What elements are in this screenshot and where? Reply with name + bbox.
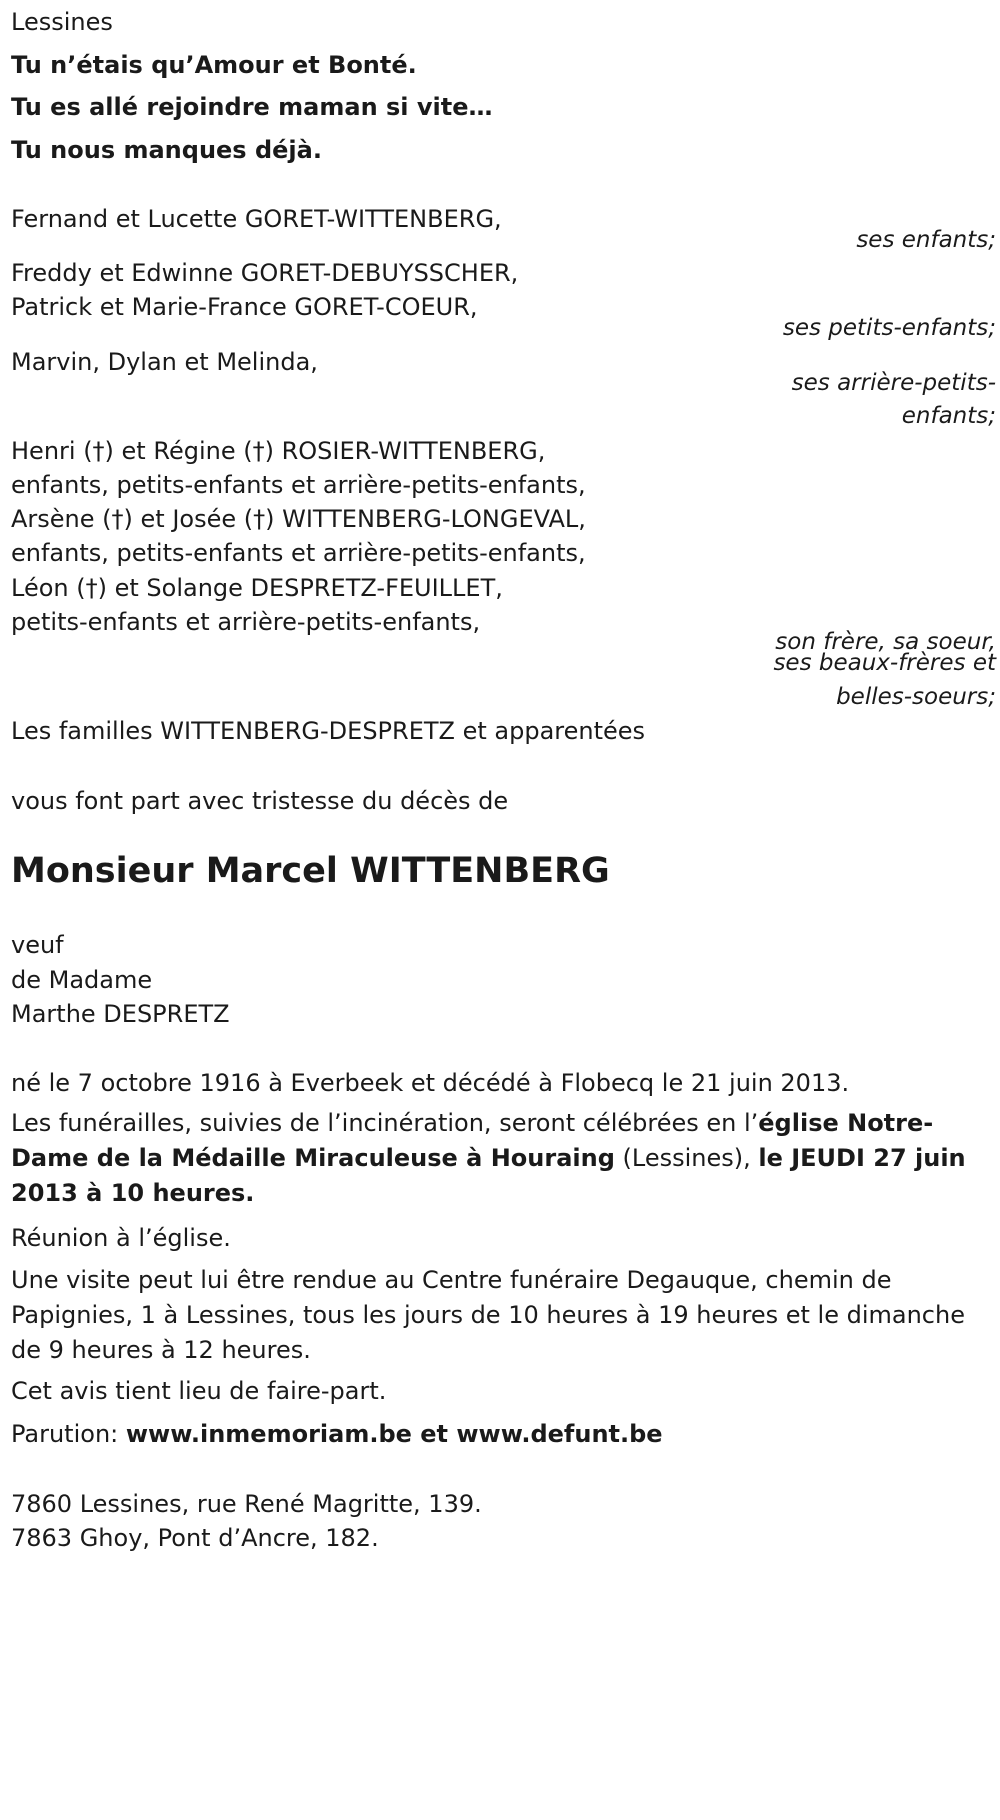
address-line-2: 7863 Ghoy, Pont d’Ancre, 182.: [11, 1524, 379, 1552]
sibling-line-6: petits-enfants et arrière-petits-enfants,: [11, 608, 481, 636]
sibling-line-3: Arsène (†) et Josée (†) WITTENBERG-LONGEVAL,: [11, 505, 586, 533]
widower-line-1: veuf: [11, 931, 64, 959]
funeral-paragraph: [11, 1106, 996, 1211]
verse-1: Tu n’étais qu’Amour et Bonté.: [11, 51, 417, 79]
verse-2: Tu es allé rejoindre maman si vite…: [11, 93, 493, 121]
announcement: vous font part avec tristesse du décès de: [11, 787, 509, 815]
publication-line: [11, 1419, 663, 1449]
greatgrandchildren-names: Marvin, Dylan et Melinda,: [11, 348, 318, 376]
sibling-line-2: enfants, petits-enfants et arrière-petits-enfants,: [11, 471, 586, 499]
address-line-1: 7860 Lessines, rue René Magritte, 139.: [11, 1490, 482, 1518]
sibling-line-5: Léon (†) et Solange DESPRETZ-FEUILLET,: [11, 574, 503, 602]
deceased-name: Monsieur Marcel WITTENBERG: [11, 851, 610, 891]
notice-line: Cet avis tient lieu de faire-part.: [11, 1377, 387, 1405]
meeting-line: Réunion à l’église.: [11, 1224, 231, 1252]
funeral-place: église Notre-Dame de la Médaille Miraculeuse à Houraing: [11, 1109, 934, 1172]
siblings-role-1: son frère, sa soeur,: [775, 629, 996, 655]
greatgrandchildren-role-2: enfants;: [901, 403, 996, 429]
families-line: Les familles WITTENBERG-DESPRETZ et apparentées: [11, 717, 646, 745]
children-role: ses enfants;: [856, 227, 996, 253]
sibling-line-4: enfants, petits-enfants et arrière-petits-enfants,: [11, 539, 586, 567]
sibling-line-1: Henri (†) et Régine (†) ROSIER-WITTENBERG,: [11, 437, 546, 465]
widower-line-2: de Madame: [11, 966, 153, 994]
widower-line-3: Marthe DESPRETZ: [11, 1000, 230, 1028]
siblings-role-2: ses beaux-frères et: [773, 650, 996, 676]
siblings-role-3: belles-soeurs;: [836, 684, 996, 710]
funeral-date: le JEUDI 27 juin 2013 à 10 heures.: [11, 1144, 966, 1207]
funeral-town: (Lessines),: [614, 1144, 759, 1172]
visit-paragraph: Une visite peut lui être rendue au Centre funéraire Degauque, chemin de Papignies, 1 à Lessines, tous les jours de 10 heures à 19 heures et le dimanche de 9 heures à 12 heures.: [11, 1266, 965, 1364]
funeral-intro: Les funérailles, suivies de l’incinération, seront célébrées en l’: [11, 1109, 759, 1137]
grandchildren-line-1: Freddy et Edwinne GORET-DEBUYSSCHER,: [11, 259, 519, 287]
greatgrandchildren-role-1: ses arrière-petits-: [791, 370, 996, 396]
grandchildren-line-2: Patrick et Marie-France GORET-COEUR,: [11, 293, 478, 321]
location: Lessines: [11, 8, 113, 36]
publication-label: Parution:: [11, 1420, 126, 1448]
verse-3: Tu nous manques déjà.: [11, 136, 322, 164]
publication-sites: www.inmemoriam.be et www.defunt.be: [125, 1420, 663, 1448]
children-names: Fernand et Lucette GORET-WITTENBERG,: [11, 205, 502, 233]
birth-death: né le 7 octobre 1916 à Everbeek et décédé à Flobecq le 21 juin 2013.: [11, 1069, 850, 1097]
grandchildren-role: ses petits-enfants;: [782, 315, 996, 341]
